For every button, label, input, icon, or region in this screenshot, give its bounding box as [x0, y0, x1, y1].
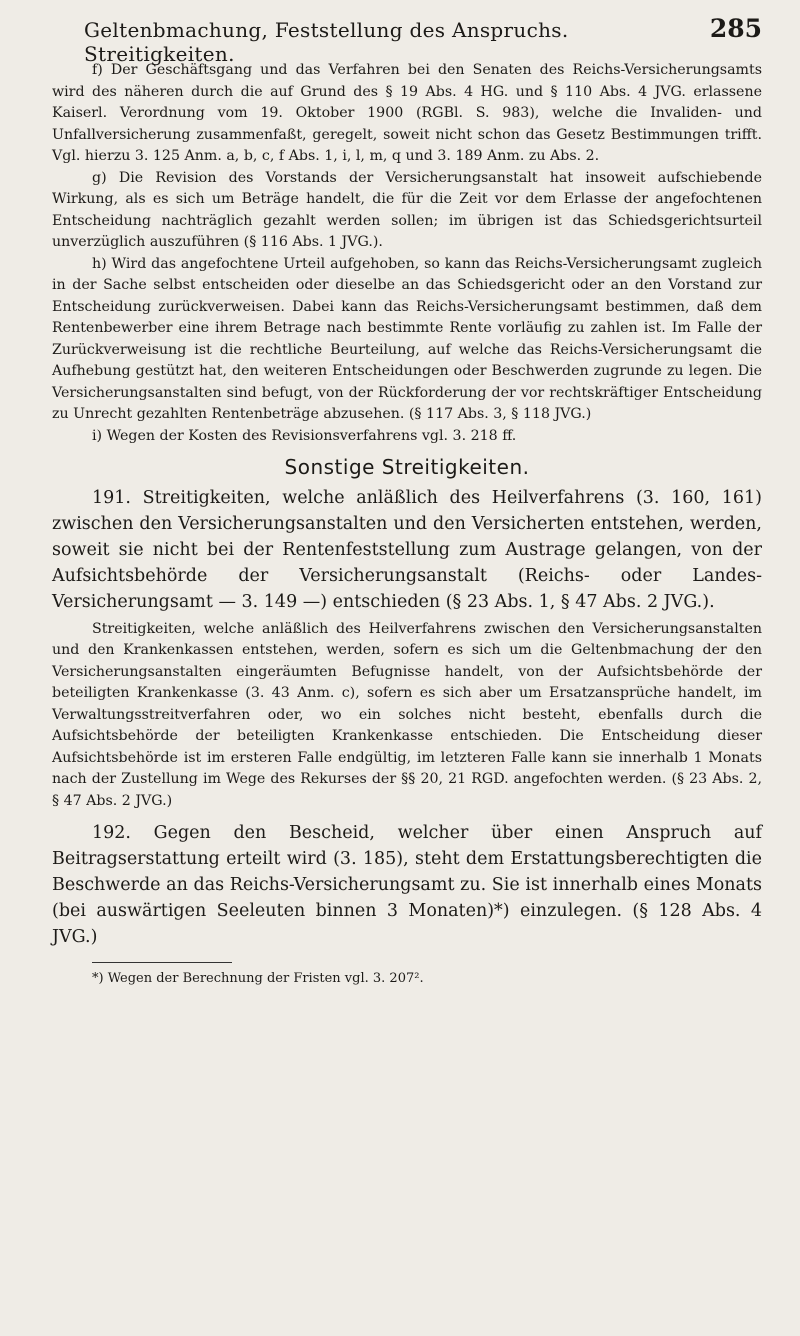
page-header	[84, 14, 762, 66]
section-191-lead: 191. Streitigkeiten, welche anläßlich des Heilverfahrens (3. 160, 161) zwischen den Versicherungsanstalten und den Versicherten entstehen, werden, soweit sie nicht bei der Rentenfeststellung zum Austrage gelangen, von der Aufsichtsbehörde der Versicherungsanstalt (Reichs- oder Landes-Versicherungsamt — 3. 149 —) entschieden (§ 23 Abs. 1, § 47 Abs. 2 JVG.).	[52, 487, 762, 612]
section-192: 192. Gegen den Bescheid, welcher über einen Anspruch auf Beitragserstattung erteilt wird (3. 185), steht dem Erstattungsberechtigten die Beschwerde an das Reichs-Versicherungsamt zu. Sie ist innerhalb eines Monats (bei auswärtigen Seeleuten binnen 3 Monaten)*) einzulegen. (§ 128 Abs. 4 JVG.)	[52, 823, 762, 947]
page-number: 285	[709, 14, 762, 43]
running-title: Geltenbmachung, Feststellung des Anspruchs. Streitigkeiten.	[84, 18, 569, 66]
paragraph-f: f) Der Geschäftsgang und das Verfahren bei den Senaten des Reichs-Versicherungsamts wird des näheren durch die auf Grund des § 19 Abs. 4 HG. und § 110 Abs. 4 JVG. erlassene Kaiserl. Verordnung vom 19. Oktober 1900 (RGBl. S. 983), welche die Invaliden- und Unfallversicherung zusammenfaßt, geregelt, soweit nicht schon das Gesetz Bestimmungen trifft. Vgl. hierzu 3. 125 Anm. a, b, c, f Abs. 1, i, l, m, q und 3. 189 Anm. zu Abs. 2.	[52, 62, 762, 164]
paragraph-i: i) Wegen der Kosten des Revisionsverfahrens vgl. 3. 218 ff.	[92, 427, 517, 444]
page-body	[52, 60, 762, 988]
footnote: *) Wegen der Berechnung der Fristen vgl. 3. 207².	[92, 971, 424, 986]
footnote-rule	[92, 962, 232, 963]
section-191-body: Streitigkeiten, welche anläßlich des Heilverfahrens zwischen den Versicherungsanstalten und den Krankenkassen entstehen, werden, sofern es sich um die Geltenbmachung der den Versicherungsanstalten eingeräumten Befugnisse handelt, von der Aufsichtsbehörde der beteiligten Krankenkasse (3. 43 Anm. c), sofern es sich aber um Ersatzansprüche handelt, im Verwaltungsstreitverfahren oder, wo ein solches nicht besteht, ebenfalls durch die Aufsichtsbehörde der beteiligten Krankenkasse entschieden. Die Entscheidung dieser Aufsichtsbehörde ist im ersteren Falle endgültig, im letzteren Falle kann sie innerhalb 1 Monats nach der Zustellung im Wege des Rekurses der §§ 20, 21 RGD. angefochten werden. (§ 23 Abs. 2, § 47 Abs. 2 JVG.)	[52, 620, 762, 809]
paragraph-g: g) Die Revision des Vorstands der Versicherungsanstalt hat insoweit aufschiebende Wirkung, als es sich um Beträge handelt, die für die Zeit vor dem Erlasse der angefochtenen Entscheidung nachträglich gezahlt werden sollen; im übrigen ist das Schiedsgerichtsurteil unverzüglich auszuführen (§ 116 Abs. 1 JVG.).	[52, 169, 762, 250]
section-heading: Sonstige Streitigkeiten.	[284, 455, 530, 479]
paragraph-h: h) Wird das angefochtene Urteil aufgehoben, so kann das Reichs-Versicherungsamt zugleich in der Sache selbst entscheiden oder dieselbe an das Schiedsgericht oder an den Vorstand zur Entscheidung zurückverweisen. Dabei kann das Reichs-Versicherungsamt bestimmen, daß dem Rentenbewerber eine ihrem Betrage nach bestimmte Rente vorläufig zu zahlen ist. Im Falle der Zurückverweisung ist die rechtliche Beurteilung, auf welche das Reichs-Versicherungsamt die Aufhebung gestützt hat, den weiteren Entscheidungen oder Beschwerden zugrunde zu legen. Die Versicherungsanstalten sind befugt, von der Rückforderung der vor rechtskräftiger Entscheidung zu Unrecht gezahlten Rentenbeträge abzusehen. (§ 117 Abs. 3, § 118 JVG.)	[52, 255, 762, 422]
